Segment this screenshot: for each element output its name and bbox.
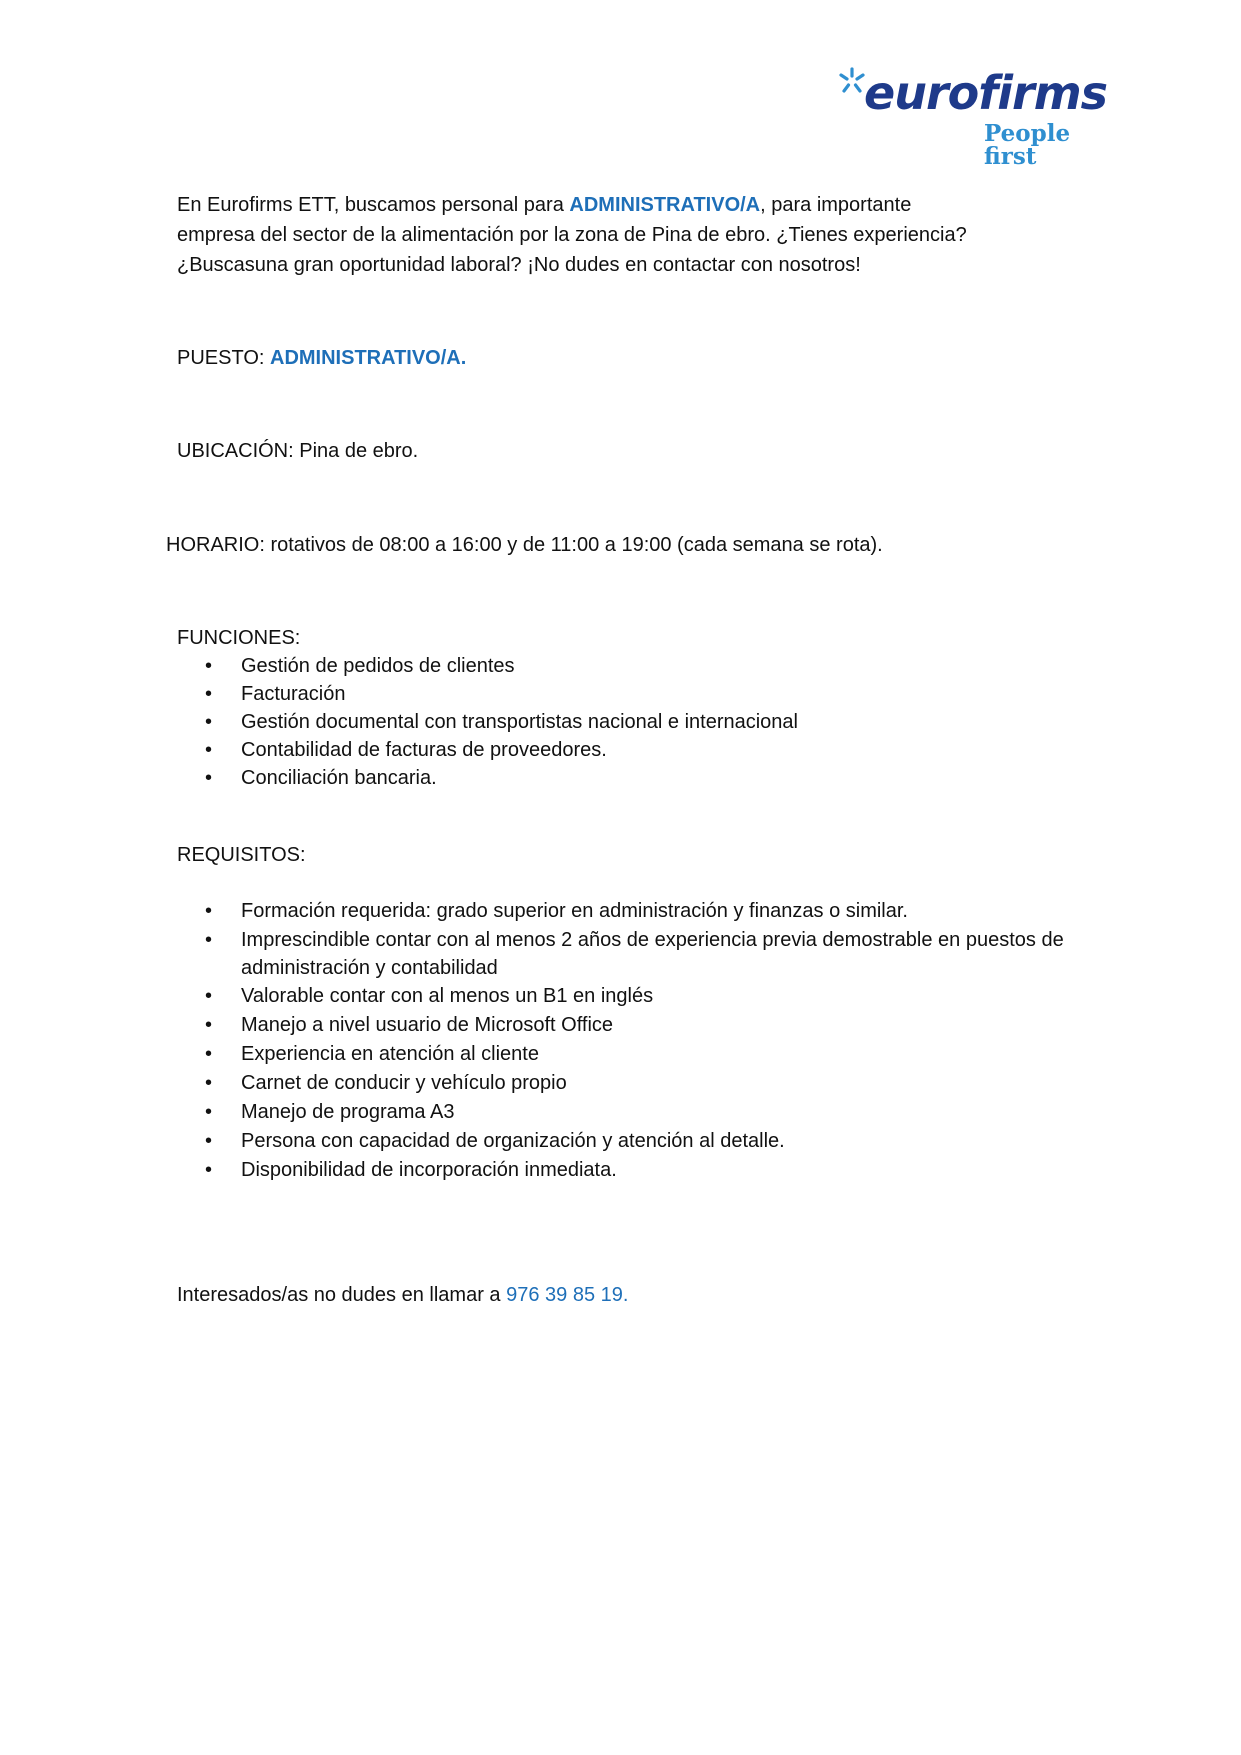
- list-item-text: Manejo de programa A3: [241, 1101, 455, 1123]
- contact-text: Interesados/as no dudes en llamar a: [177, 1284, 507, 1306]
- list-item-text: Imprescindible contar con al menos 2 años de experiencia previa demostrable en puestos de: [241, 929, 1064, 951]
- list-item: [177, 926, 1064, 982]
- phone-number: 976 39 85 19.: [506, 1284, 629, 1306]
- list-item: [177, 652, 798, 680]
- bullet-icon: •: [205, 683, 213, 705]
- list-item: [177, 1156, 1064, 1185]
- bullet-icon: •: [205, 739, 213, 761]
- contact-line: [177, 1280, 1117, 1310]
- list-item: [177, 897, 1064, 926]
- list-item-text: Conciliación bancaria.: [241, 767, 437, 789]
- puesto-label: PUESTO:: [177, 347, 270, 369]
- list-item-text: Carnet de conducir y vehículo propio: [241, 1072, 567, 1094]
- bullet-icon: •: [205, 985, 213, 1007]
- bullet-icon: •: [205, 767, 213, 789]
- list-item: [177, 1011, 1064, 1040]
- bullet-icon: •: [205, 1101, 213, 1123]
- horario-line: HORARIO: rotativos de 08:00 a 16:00 y de 11:00 a 19:00 (cada semana se rota).: [166, 534, 883, 556]
- list-item: [177, 1098, 1064, 1127]
- bullet-icon: •: [205, 711, 213, 733]
- intro-line-1: [177, 190, 1117, 220]
- list-item-text: Valorable contar con al menos un B1 en inglés: [241, 985, 654, 1007]
- bullet-icon: •: [205, 929, 213, 951]
- list-item-text-continued: administración y contabilidad: [241, 957, 498, 979]
- list-item-text: Experiencia en atención al cliente: [241, 1043, 539, 1065]
- bullet-icon: •: [205, 1130, 213, 1152]
- requisitos-list: [177, 897, 1064, 1185]
- list-item-text: Gestión documental con transportistas nacional e internacional: [241, 711, 798, 733]
- bullet-icon: •: [205, 1043, 213, 1065]
- intro-line-2: empresa del sector de la alimentación por la zona de Pina de ebro. ¿Tienes experiencia?: [177, 224, 967, 246]
- list-item: [177, 982, 1064, 1011]
- intro-text: En Eurofirms ETT, buscamos personal para: [177, 194, 570, 216]
- list-item: [177, 736, 798, 764]
- list-item: [177, 1069, 1064, 1098]
- list-item-text: Formación requerida: grado superior en administración y finanzas o similar.: [241, 900, 908, 922]
- bullet-icon: •: [205, 1014, 213, 1036]
- list-item-text: Manejo a nivel usuario de Microsoft Office: [241, 1014, 614, 1036]
- puesto-line: [177, 343, 1117, 373]
- list-item-text: Contabilidad de facturas de proveedores.: [241, 739, 607, 761]
- list-item: [177, 708, 798, 736]
- list-item: [177, 1127, 1064, 1156]
- ubicacion-line: UBICACIÓN: Pina de ebro.: [177, 440, 419, 462]
- intro-line-3: ¿Buscasuna gran oportunidad laboral? ¡No dudes en contactar con nosotros!: [177, 254, 861, 276]
- list-item: [177, 1040, 1064, 1069]
- bullet-icon: •: [205, 900, 213, 922]
- list-item: [177, 680, 798, 708]
- bullet-icon: •: [205, 655, 213, 677]
- bullet-icon: •: [205, 1159, 213, 1181]
- intro-text-end: , para importante: [760, 194, 912, 216]
- list-item-text: Gestión de pedidos de clientes: [241, 655, 515, 677]
- list-item: [177, 764, 798, 792]
- puesto-value: ADMINISTRATIVO/A.: [270, 347, 467, 369]
- bullet-icon: •: [205, 1072, 213, 1094]
- logo-tagline: People first: [984, 120, 1071, 170]
- funciones-list: [177, 652, 798, 792]
- intro-position-highlight: ADMINISTRATIVO/A: [569, 194, 761, 216]
- list-item-text: Disponibilidad de incorporación inmediata.: [241, 1159, 617, 1181]
- logo-wordmark: eurofirms: [864, 66, 1108, 120]
- requisitos-title: REQUISITOS:: [177, 844, 306, 866]
- funciones-title: FUNCIONES:: [177, 627, 301, 649]
- list-item-text: Persona con capacidad de organización y atención al detalle.: [241, 1130, 785, 1152]
- list-item-text: Facturación: [241, 683, 346, 705]
